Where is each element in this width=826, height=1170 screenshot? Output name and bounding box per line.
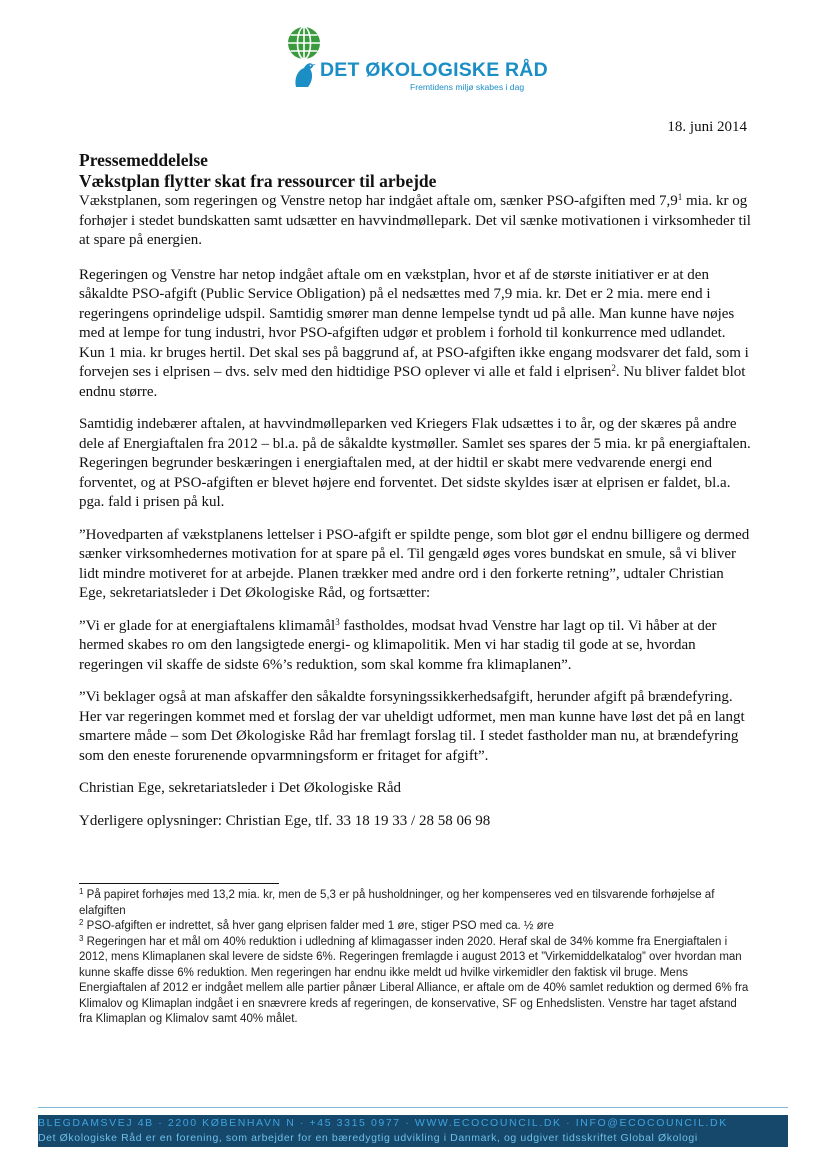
lead-paragraph: Vækstplanen, som regeringen og Venstre netop har indgået aftale om, sænker PSO-afgiften med $7,9^1$ mia. kr og forhøjer i stedet bundskatten samt udsætter en havvindmøllepark. Det vil sænke motivationen i virksomheder til at spare på energien. bbox=[79, 192, 751, 248]
body-paragraph-2: Samtidig indebærer aftalen, at havvindmølleparken ved Kriegers Flak udsættes i to år, og der skæres på andre dele af Energiaftalen fra 2012 – bl.a. på de såkaldte kystmøller. Samlet ses spares der 5 mia. kr på energiaftalen. Regeringen begrunder beskæringen i energiaftalen med, at der hidtil er skabt mere vedvarende energi end forventet, og at PSO-afgiften er blevet højere end forventet. Det sidste skyldes især at elprisen er faldet, bl.a. pga. fald i prisen på kul. bbox=[79, 416, 751, 510]
footer-divider bbox=[38, 1107, 788, 1108]
body-paragraph-3: ”Hovedparten af vækstplanens lettelser i PSO-afgift er spildte penge, som blot gør el endnu billigere og dermed sænker virksomhedernes motivation for at spare på el. Til gengæld øges vores bundskat en smule, så vi bliver lidt mindre motiveret for at arbejde. Planen trækker med andre ord i den forkerte retning”, udtaler Christian Ege, sekretariatsleder i Det Økologiske Råd, og fortsætter: bbox=[79, 526, 750, 601]
body-paragraph-5: ”Vi beklager også at man afskaffer den såkaldte forsyningssikkerhedsafgift, herunder afgift på brændefyring. Her var regeringen kommet med et forslag der var uheldigt udformet, men man kunne have løst det på en langt smartere måde – som Det Økologiske Råd har fremlagt forslag til. I stedet fastholder man nu, at brændefyring som den eneste forurenende opvarmningsform er fritaget for afgift”. bbox=[79, 689, 745, 764]
body-paragraph-1: Regeringen og Venstre har netop indgået aftale om en vækstplan, hvor et af de største initiativer er at den såkaldte PSO-afgift (Public Service Obligation) på el nedsættes med 7,9 mia. kr. Det er 2 mia. mere end i regeringens oprindelige udspil. Samtidig smører man denne lempelse tyndt ud på alle. Man kunne have nøjes med at lempe for tung industri, hvor PSO-afgiften udgør et problem i forhold til konkurrence med udlandet. Kun 1 mia. kr bruges hertil. Det skal ses på baggrund af, at PSO-afgiften ikke engang modsvarer det fald, som i forvejen ses i elprisen – dvs. selv med den hidtidige PSO oplever vi alle et fald i elprisen$^2$. Nu bliver faldet blot endnu større. bbox=[79, 266, 749, 400]
body-paragraph-4: ”Vi er glade for at energiaftalens klimamål$^3$ fastholdes, modsat hvad Venstre har lagt op til. Vi håber at der hermed skabes ro om den langsigtede energi- og klimapolitik. Men vi har stadig til gode at se, hvordan regeringen vil skaffe de sidste 6%’s reduktion, som skal komme fra klimaplanen”. bbox=[79, 616, 717, 673]
footer-address: BLEGDAMSVEJ 4B · 2200 KØBENHAVN N · +45 3315 0977 · WWW.ECOCOUNCIL.DK · INFO@ECOCOUNCIL.DK bbox=[38, 1117, 728, 1129]
footnote-item: $^1$ På papiret forhøjes med 13,2 mia. kr, men de 5,3 er på husholdninger, og her kompenseres ved en tilsvarende forhøjelse af elafgiften bbox=[79, 887, 715, 917]
page-footer bbox=[38, 1115, 788, 1147]
footer-description: Det Økologiske Råd er en forening, som arbejder for en bæredygtig udvikling i Danmark, og udgiver tidsskriftet Global Økologi bbox=[38, 1132, 698, 1144]
document-title: Vækstplan flytter skat fra ressourcer til arbejde bbox=[79, 171, 437, 191]
footnote-ref-1: 1 bbox=[677, 192, 683, 202]
globe-bird-logo-icon bbox=[286, 26, 322, 88]
footnote-item: $^3$ Regeringen har et mål om 40% reduktion i udledning af klimagasser inden 2020. Heraf skal de 34% komme fra Energiaftalen i 2012, mens Klimaplanen skal levere de sidste 6%. Regeringen fremlagde i august 2013 et ”Virkemiddelkatalog” over hvordan man kunne skaffe disse 6% reduktion. Men regeringen har endnu ikke meldt ud hvilke virkemidler den faktisk vil bruge. Mens Energiaftalen af 2012 er indgået mellem alle partier pånær Liberal Alliance, er aftale om de 40% samlet reduktion og dermed 6% fra Klimalov og Klimaplan indgået i en snævrere kreds af regeringen, de konservative, SF og Enhedslisten. Venstre har taget afstand fra Klimaplan og Klimalov samt 40% målet. bbox=[79, 933, 749, 1025]
footnote-ref-3: 3 bbox=[335, 616, 340, 627]
signature: Christian Ege, sekretariatsleder i Det Økologiske Råd bbox=[79, 780, 401, 796]
organization-tagline: Fremtidens miljø skabes i dag bbox=[410, 82, 525, 92]
footnote-ref-2: 2 bbox=[611, 363, 616, 373]
organization-name: DET ØKOLOGISKE RÅD bbox=[320, 59, 548, 81]
footnote-item: $^2$ PSO-afgiften er indrettet, så hver gang elprisen falder med 1 øre, stiger PSO med ca. ½ øre bbox=[79, 918, 554, 932]
contact-info: Yderligere oplysninger: Christian Ege, tlf. 33 18 19 33 / 28 58 06 98 bbox=[79, 812, 491, 829]
organization-logo bbox=[286, 26, 546, 98]
footnotes bbox=[79, 888, 751, 1028]
footnote-divider bbox=[79, 883, 279, 884]
document-body bbox=[79, 150, 751, 844]
document-date: 18. juni 2014 bbox=[667, 119, 747, 135]
document-heading: Pressemeddelelse bbox=[79, 150, 208, 170]
